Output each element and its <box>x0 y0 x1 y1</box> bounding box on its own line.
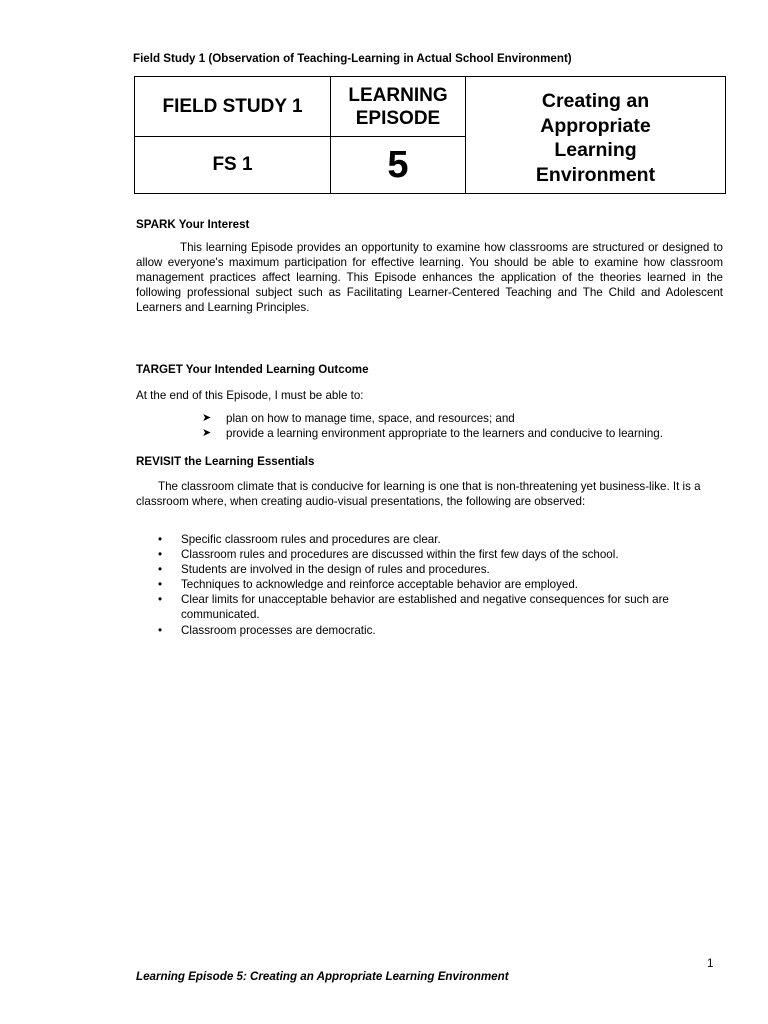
page-number: 1 <box>707 957 714 970</box>
revisit-heading: REVISIT the Learning Essentials <box>136 455 315 468</box>
episode-number-cell: 5 <box>331 137 466 193</box>
bullet-icon: • <box>158 563 163 577</box>
list-item <box>158 623 718 638</box>
essential-text: Techniques to acknowledge and reinforce acceptable behavior are employed. <box>181 578 579 592</box>
spark-heading: SPARK Your Interest <box>136 218 250 231</box>
topic-cell <box>466 77 725 193</box>
essential-text: Clear limits for unacceptable behavior are established and negative consequences for such are communicated. <box>181 593 669 622</box>
outcome-text: plan on how to manage time, space, and resources; and <box>226 412 515 425</box>
fs-code-cell: FS 1 <box>135 137 331 193</box>
list-item <box>158 562 718 577</box>
list-item <box>202 411 692 426</box>
list-item <box>158 592 718 622</box>
bullet-icon: • <box>158 593 163 607</box>
topic-line4: Environment <box>535 163 656 186</box>
page-header: Field Study 1 (Observation of Teaching-Learning in Actual School Environment) <box>133 52 572 65</box>
outcome-list <box>202 411 692 441</box>
list-item <box>158 532 718 547</box>
learning-episode-cell <box>331 77 466 137</box>
page-footer: Learning Episode 5: Creating an Appropriate Learning Environment <box>136 970 509 983</box>
target-intro: At the end of this Episode, I must be able to: <box>136 389 364 402</box>
arrow-bullet-icon: ➤ <box>202 412 212 424</box>
bullet-icon: • <box>158 533 163 546</box>
revisit-paragraph: The classroom climate that is conducive for learning is one that is non-threatening yet business-like. It is a classroom where, when creating audio-visual presentations, the following are observed: <box>136 480 701 509</box>
target-heading: TARGET Your Intended Learning Outcome <box>136 363 369 376</box>
essential-text: Specific classroom rules and procedures are clear. <box>181 533 441 546</box>
bullet-icon: • <box>158 548 163 562</box>
learning-episode-line2: EPISODE <box>355 107 441 129</box>
topic-line2: Appropriate <box>540 114 651 137</box>
topic-line1: Creating an <box>541 90 650 112</box>
essentials-list <box>158 532 718 638</box>
list-item <box>158 577 718 592</box>
bullet-icon: • <box>158 623 163 637</box>
title-table <box>134 76 726 194</box>
bullet-icon: • <box>158 578 163 592</box>
arrow-bullet-icon: ➤ <box>202 427 212 440</box>
topic-line3: Learning <box>554 139 637 161</box>
essential-text: Classroom rules and procedures are discussed within the first few days of the school. <box>181 548 619 562</box>
spark-paragraph: This learning Episode provides an opportunity to examine how classrooms are structured or designed to allow everyone's maximum participation for effective learning. You should be able to examine how classroom management practices affect learning. This Episode enhances the application of the theories learned in the following professional subject such as Facilitating Learner-Centered Teaching and The Child and Adolescent Learners and Learning Principles. <box>136 241 723 315</box>
list-item <box>202 426 692 441</box>
field-study-cell: FIELD STUDY 1 <box>135 77 331 137</box>
list-item <box>158 547 718 562</box>
essential-text: Classroom processes are democratic. <box>181 623 376 637</box>
essential-text: Students are involved in the design of rules and procedures. <box>181 563 490 577</box>
learning-episode-line1: LEARNING <box>348 84 448 106</box>
outcome-text: provide a learning environment appropriate to the learners and conducive to learning. <box>226 427 663 441</box>
